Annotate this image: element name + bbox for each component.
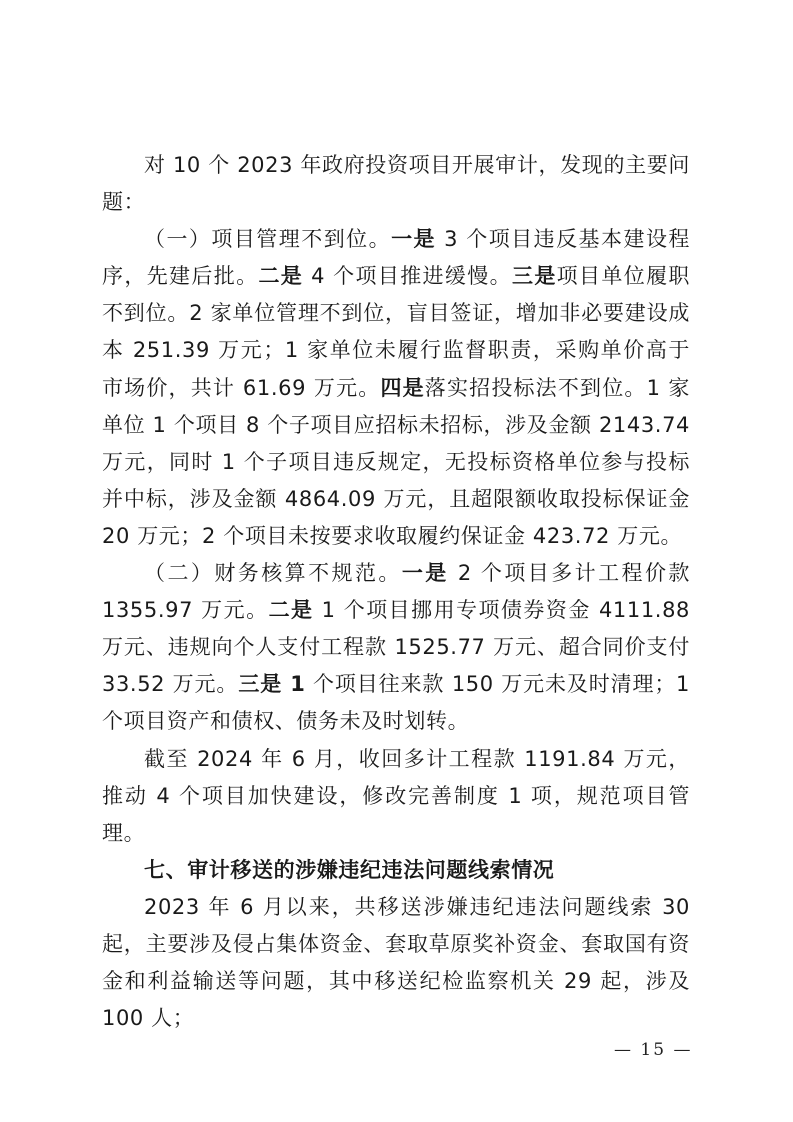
section-heading: 七、审计移送的涉嫌违纪违法问题线索情况 xyxy=(144,857,555,882)
clue-transfer-text: 2023 年 6 月以来，共移送涉嫌违纪违法问题线索 30 起，主要涉及侵占集体资金、套取草原奖补资金、套取国有资金和利益输送等问题，其中移送纪检监察机关 29 起，涉及 100 人； xyxy=(102,894,690,1031)
keyword-first: 一是 xyxy=(401,561,449,586)
paragraph-intro xyxy=(102,147,690,221)
page-number: — 15 — xyxy=(614,1040,693,1060)
text-second: 4 个项目推进缓慢。 xyxy=(303,264,512,289)
keyword-first: 一是 xyxy=(391,227,437,252)
keyword-third: 三是 1 xyxy=(238,672,306,697)
paragraph-financial-accounting xyxy=(102,555,690,740)
body-text xyxy=(102,147,690,1037)
subheading-project-management: （一）项目管理不到位。 xyxy=(144,227,392,252)
text-first: 3 个项目违反基本建设程序，先建后批。 xyxy=(102,227,691,289)
subheading-financial-accounting: （二）财务核算不规范。 xyxy=(144,561,402,586)
intro-text: 对 10 个 2023 年政府投资项目开展审计，发现的主要问题： xyxy=(102,153,690,215)
rectification-text: 截至 2024 年 6 月，收回多计工程款 1191.84 万元，推动 4 个项目加快建设，修改完善制度 1 项，规范项目管理。 xyxy=(102,746,690,845)
keyword-third: 三是 xyxy=(511,264,557,289)
text-third: 项目单位履职不到位。2 家单位管理不到位，盲目签证，增加非必要建设成本 251.39 万元；1 家单位未履行监督职责，采购单价高于市场价，共计 61.69 万元。 xyxy=(102,264,691,400)
keyword-second: 二是 xyxy=(258,264,304,289)
keyword-second: 二是 xyxy=(268,598,314,623)
text-first: 2 个项目多计工程价款 1355.97 万元。 xyxy=(102,561,691,623)
text-fourth: 落实招投标法不到位。1 家单位 1 个项目 8 个子项目应招标未招标，涉及金额 2143.74 万元，同时 1 个子项目违反规定，无投标资格单位参与投标并中标，涉及金额 4864.09 万元，且超限额收取投标保证金 20 万元；2 个项目未按要求收取履约保证金 423.72 万元。 xyxy=(102,375,690,548)
paragraph-project-management xyxy=(102,221,690,555)
keyword-fourth: 四是 xyxy=(380,375,425,400)
paragraph-clue-transfer xyxy=(102,889,690,1037)
paragraph-rectification xyxy=(102,741,690,852)
text-second: 1 个项目挪用专项债券资金 4111.88 万元、违规向个人支付工程款 1525.77 万元、超合同价支付 33.52 万元。 xyxy=(102,598,690,697)
text-third: 个项目往来款 150 万元未及时清理；1 个项目资产和债权、债务未及时划转。 xyxy=(102,672,690,734)
